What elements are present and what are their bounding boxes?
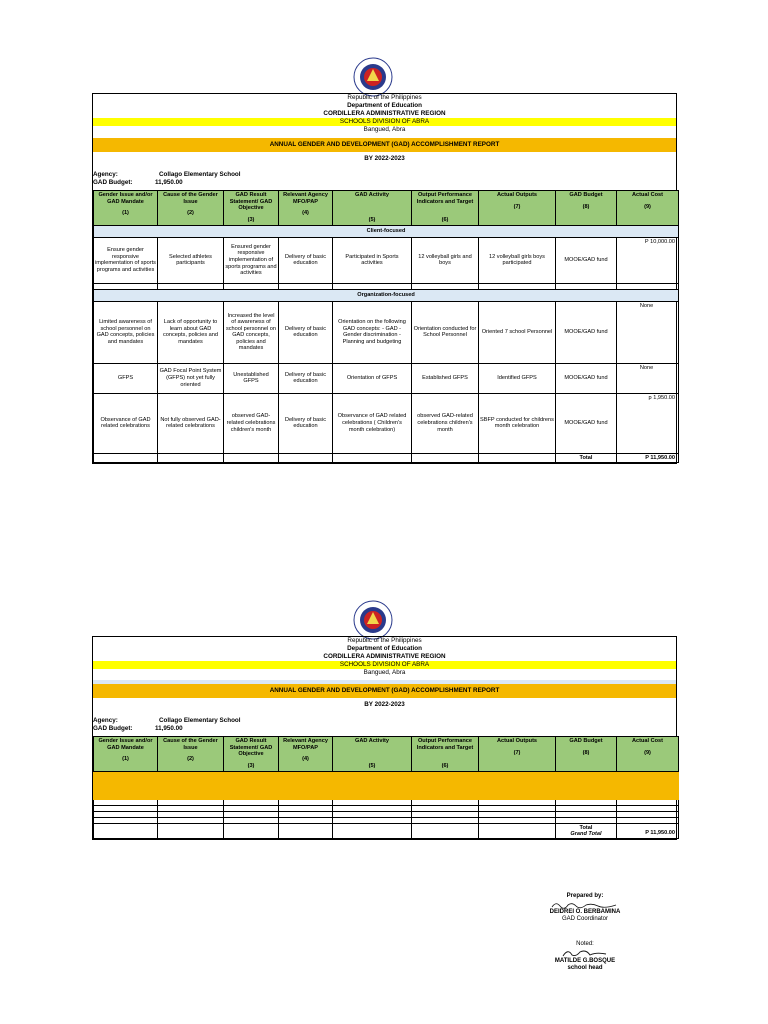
division-line: SCHOOLS DIVISION OF ABRA xyxy=(93,118,676,126)
table-cell: MOOE/GAD fund xyxy=(556,393,617,453)
col-header xyxy=(556,191,617,226)
header-text: GAD Result Statement/ GAD Objective xyxy=(229,192,273,212)
table-cell xyxy=(333,823,412,838)
table-cell: 12 volleyball girls and boys xyxy=(412,237,479,283)
header-text: Actual Outputs xyxy=(496,192,538,198)
grand-total-value: P 11,950.00 xyxy=(617,823,679,838)
section-client xyxy=(94,225,679,237)
col-header xyxy=(158,737,224,772)
header-text: (2) xyxy=(187,756,194,763)
agency-value: Collago Elementary School xyxy=(159,717,241,724)
table-cell: MOOE/GAD fund xyxy=(556,237,617,283)
report-frame xyxy=(92,93,677,464)
header-text: Cause of the Gender Issue xyxy=(163,738,218,751)
header-text: Total xyxy=(579,824,593,831)
header-text: (2) xyxy=(187,210,194,217)
table-cell xyxy=(158,453,224,463)
table-cell: Limited awareness of school personnel on GAD concepts, policies and mandates xyxy=(94,301,158,363)
header-text: Gender Issue and/or GAD Mandate xyxy=(98,738,153,751)
grand-total-label: Grand Total xyxy=(570,830,602,837)
table-cell: None xyxy=(617,363,679,393)
header-text: (5) xyxy=(368,762,376,769)
col-header xyxy=(617,191,679,226)
report-year: BY 2022-2023 xyxy=(364,155,405,162)
col-header xyxy=(224,737,279,772)
col-header xyxy=(224,191,279,226)
col-header xyxy=(412,191,479,226)
table-cell xyxy=(279,453,333,463)
table-cell: Observance of GAD related celebrations ( Children's month celebration) xyxy=(333,393,412,453)
budget-value: 11,950.00 xyxy=(155,178,183,186)
table-cell: Delivery of basic education xyxy=(279,301,333,363)
table-cell: Increased the level of awareness of school personnel on GAD concepts, policies and mandates xyxy=(224,301,279,363)
total-row xyxy=(94,453,679,463)
signature-scribble-icon xyxy=(560,948,610,958)
total-value: P 11,950.00 xyxy=(617,453,679,463)
header-text: GAD Result Statement/ GAD Objective xyxy=(229,738,273,758)
deped-seal-icon xyxy=(353,57,393,97)
header-text: (6) xyxy=(441,763,449,770)
col-header xyxy=(279,191,333,226)
region-line: CORDILLERA ADMINISTRATIVE REGION xyxy=(323,110,446,117)
table-cell: Selected athletes participants xyxy=(158,237,224,283)
table-cell: Client-focused xyxy=(94,225,679,237)
report-frame xyxy=(92,636,677,840)
header-text: Actual Outputs xyxy=(496,738,538,744)
table-cell: Organization-focused xyxy=(94,289,679,301)
prepared-role: GAD Coordinator xyxy=(561,916,609,922)
agency-label: Agency: xyxy=(93,717,118,724)
table-cell: MOOE/GAD fund xyxy=(556,301,617,363)
agency-label: Agency: xyxy=(93,171,118,178)
agency-info xyxy=(93,717,676,732)
table-cell: MOOE/GAD fund xyxy=(556,363,617,393)
table-cell xyxy=(412,453,479,463)
header-text: (3) xyxy=(247,762,255,769)
header-text: Output Performance Indicators and Target xyxy=(416,192,474,205)
noted-name: MATILDE G.BOSQUE xyxy=(554,958,616,964)
col-header xyxy=(279,737,333,772)
republic-line: Republic of the Philippines xyxy=(347,637,422,644)
noted-by-block xyxy=(520,941,650,972)
table-cell: P 10,000.00 xyxy=(617,237,679,283)
header-text: Gender Issue and/or GAD Mandate xyxy=(98,192,153,205)
table-cell xyxy=(479,823,556,838)
header-text: (8) xyxy=(582,203,590,210)
accomplishment-table xyxy=(93,190,679,463)
header-text: (5) xyxy=(368,216,376,223)
department-line: Department of Education xyxy=(347,645,422,652)
table-cell: observed GAD-related celebrations children's month xyxy=(412,393,479,453)
header-text: Output Performance Indicators and Target xyxy=(416,738,474,751)
table-cell xyxy=(412,823,479,838)
table-cell: observed GAD-related celebrations children's month xyxy=(224,393,279,453)
table-cell xyxy=(279,823,333,838)
col-header xyxy=(479,191,556,226)
table-row xyxy=(94,363,679,393)
table-cell: None xyxy=(617,301,679,363)
agency-value: Collago Elementary School xyxy=(159,171,241,178)
table-cell: Ensured gender responsive implementation of sports programs and activities xyxy=(224,237,279,283)
agency-info xyxy=(93,171,676,186)
col-header xyxy=(158,191,224,226)
table-cell: Delivery of basic education xyxy=(279,363,333,393)
header-text: Actual Cost xyxy=(631,192,664,198)
header-text: GAD Budget xyxy=(569,192,603,198)
table-cell xyxy=(224,453,279,463)
republic-line: Republic of the Philippines xyxy=(347,94,422,101)
table-header-row xyxy=(94,737,679,772)
table-cell: p 1,950.00 xyxy=(617,393,679,453)
budget-label: GAD Budget: xyxy=(93,178,133,186)
table-cell xyxy=(94,823,158,838)
section-org xyxy=(94,289,679,301)
accomplishment-table xyxy=(93,736,679,839)
table-cell xyxy=(94,771,679,799)
table-cell: Lack of opportunity to learn about GAD concepts, policies and mandates xyxy=(158,301,224,363)
table-cell: SBFP conducted for childrens month celebration xyxy=(479,393,556,453)
table-cell: Established GFPS xyxy=(412,363,479,393)
header-text: GAD Activity xyxy=(355,738,389,744)
table-cell: Ensure gender responsive implementation of sports programs and activities xyxy=(94,237,158,283)
noted-label: Noted: xyxy=(576,941,594,947)
report-title: ANNUAL GENDER AND DEVELOPMENT (GAD) ACCOMPLISHMENT REPORT xyxy=(93,684,676,698)
col-header xyxy=(94,737,158,772)
header-text: (4) xyxy=(302,756,309,763)
table-cell xyxy=(333,453,412,463)
table-row xyxy=(94,393,679,453)
header-text: (4) xyxy=(302,210,309,217)
col-header xyxy=(412,737,479,772)
budget-label: GAD Budget: xyxy=(93,724,133,732)
table-cell xyxy=(158,823,224,838)
header-text: (8) xyxy=(582,749,590,756)
col-header xyxy=(333,737,412,772)
division-line: SCHOOLS DIVISION OF ABRA xyxy=(93,661,676,669)
location-line: Bangued, Abra xyxy=(363,126,406,133)
report-year: BY 2022-2023 xyxy=(364,701,405,708)
prepared-by-block xyxy=(520,893,650,923)
table-cell: Delivery of basic education xyxy=(279,237,333,283)
table-cell: Orientation conducted for School Personnel xyxy=(412,301,479,363)
table-cell: Orientation on the following GAD concepts: - GAD - Gender discrimination - Planning and budgeting xyxy=(333,301,412,363)
col-header xyxy=(94,191,158,226)
header-text: (1) xyxy=(122,210,129,217)
table-cell xyxy=(224,823,279,838)
table-cell: GAD Focal Point System (GFPS) not yet fully oriented xyxy=(158,363,224,393)
total-row xyxy=(94,823,679,838)
header-text: (9) xyxy=(644,203,651,210)
prepared-name: DEIDREI O. BERBAMINA xyxy=(549,909,621,915)
table-cell: Orientation of GFPS xyxy=(333,363,412,393)
table-cell: Identified GFPS xyxy=(479,363,556,393)
header-text: (3) xyxy=(247,216,255,223)
header-text: (7) xyxy=(513,749,521,756)
table-cell xyxy=(479,453,556,463)
header-text: Relevant Agency MFO/PAP xyxy=(283,738,328,751)
table-cell: Participated in Sports activities xyxy=(333,237,412,283)
header-text: Actual Cost xyxy=(631,738,664,744)
deped-seal-icon xyxy=(353,600,393,640)
col-header xyxy=(617,737,679,772)
table-row xyxy=(94,237,679,283)
table-cell: Delivery of basic education xyxy=(279,393,333,453)
signature-scribble-icon xyxy=(550,900,620,909)
table-cell: GFPS xyxy=(94,363,158,393)
prepared-label: Prepared by: xyxy=(566,893,604,899)
col-header xyxy=(556,737,617,772)
header-text: Relevant Agency MFO/PAP xyxy=(283,192,328,205)
header-text: GAD Budget xyxy=(569,738,603,744)
table-cell: 12 volleyball girls boys participated xyxy=(479,237,556,283)
total-label: Total xyxy=(556,453,617,463)
header-text: (9) xyxy=(644,749,651,756)
budget-value: 11,950.00 xyxy=(155,724,183,732)
header-text: (7) xyxy=(513,203,521,210)
orange-band-row xyxy=(94,771,679,799)
col-header xyxy=(479,737,556,772)
table-row xyxy=(94,301,679,363)
table-cell: Not fully observed GAD-related celebrations xyxy=(158,393,224,453)
table-header-row xyxy=(94,191,679,226)
col-header xyxy=(333,191,412,226)
table-cell: Observance of GAD related celebrations xyxy=(94,393,158,453)
header-text: Cause of the Gender Issue xyxy=(163,192,218,205)
header-text: (1) xyxy=(122,756,129,763)
noted-role: school head xyxy=(567,965,603,971)
department-line: Department of Education xyxy=(347,102,422,109)
table-cell xyxy=(94,453,158,463)
header-text: GAD Activity xyxy=(355,192,389,198)
header-text: (6) xyxy=(441,217,449,224)
region-line: CORDILLERA ADMINISTRATIVE REGION xyxy=(323,653,446,660)
table-cell: Oriented 7 school Personnel xyxy=(479,301,556,363)
report-title: ANNUAL GENDER AND DEVELOPMENT (GAD) ACCOMPLISHMENT REPORT xyxy=(93,138,676,152)
total-label xyxy=(556,823,617,838)
table-cell: Unestablished GFPS xyxy=(224,363,279,393)
location-line: Bangued, Abra xyxy=(363,669,406,676)
